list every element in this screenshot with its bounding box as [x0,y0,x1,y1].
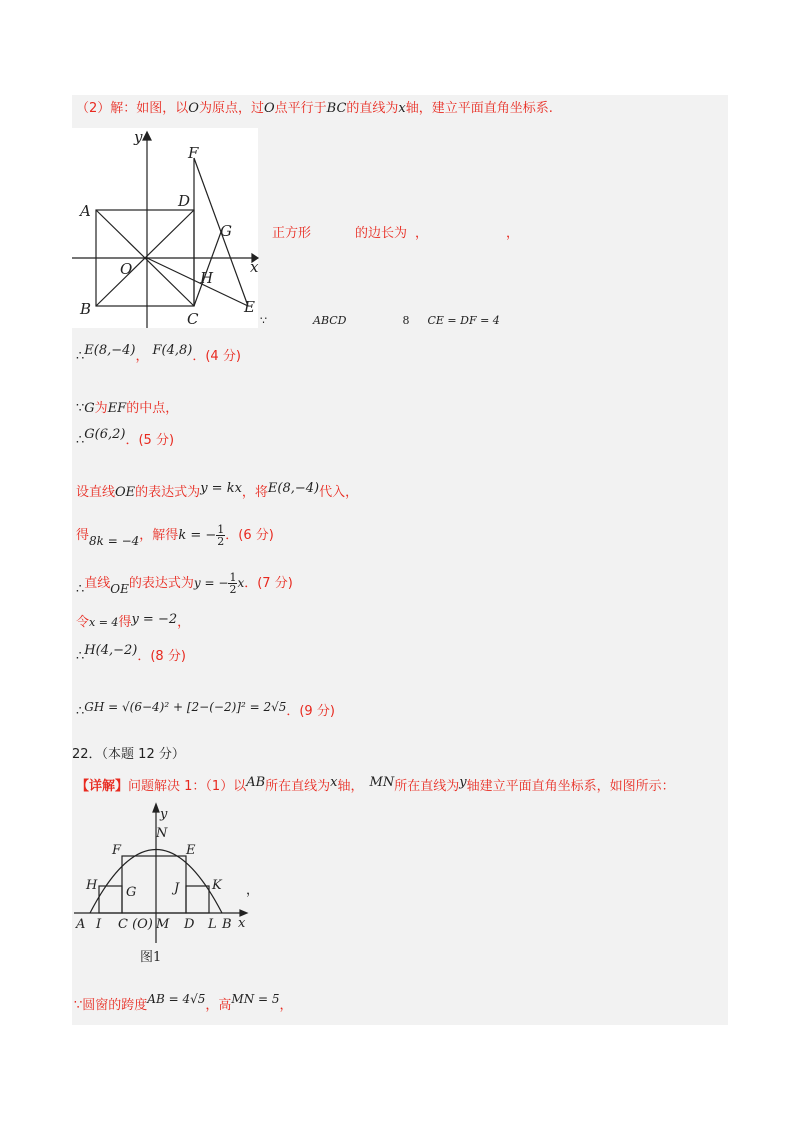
line-OE-set: 设直线OE的表达式为y = kx，将E(8,−4)代入， [76,481,359,500]
fig1-label-G: G [220,222,232,240]
fig2-label-F: F [112,843,122,858]
fraction-half-k: $\frac{1}{2}$ [217,523,225,548]
fig2-label-x: x [238,916,246,931]
fig1-label-A: A [80,202,91,220]
fig1-label-O: O [120,260,133,278]
fig1-label-E: E [244,298,255,316]
line-G-midpoint: ∵G为EF的中点， [76,401,179,416]
line-G: ∴G(6,2)．(5 分) [76,427,175,448]
figure-window-parabola [72,800,260,970]
fig2-label-E: E [186,843,196,858]
line-solve-k: 得8k = −4，解得k = − $\frac{1}{2}$ ．(6 分) [76,523,274,548]
line-GH: ∴GH = √(6−4)² + [2−(−2)]² = 2√5．(9 分) [76,700,335,719]
fig2-label-D: D [184,917,195,932]
fig2-caption: 图1 [140,950,162,965]
fig2-label-I: I [96,917,102,932]
fig2-label-N: N [156,826,168,841]
part2-intro: （2）解：如图，以O为原点，过O点平行于BC的直线为x轴，建立平面直角坐标系. [76,101,553,116]
line-OE-expr: ∴直线OE的表达式为y = − $\frac{1}{2}$ x．(7 分) [76,571,293,597]
line-x4: 令x = 4得y = −2， [76,612,191,630]
fraction-half-oe: $\frac{1}{2}$ [229,571,237,596]
fig1-label-F: F [188,144,199,162]
detail-line: 【详解】问题解决 1：（1）以AB所在直线为x轴， MN所在直线为y轴建立平面直角坐标系，如图所示： [76,775,675,794]
fig2-label-A: A [76,917,86,932]
fig1-label-H: H [200,269,214,287]
fig1-label-C: C [187,310,199,328]
fig2-label-J: J [174,881,180,896]
square-side-text: 正方形 的边长为 ， ， [272,226,520,241]
fig1-label-D: D [178,192,191,210]
fig2-label-L: L [208,917,217,932]
fig1-label-x: x [250,258,259,276]
fig2-label-M: M [156,917,170,932]
fig2-label-B: B [222,917,232,932]
question-22-header: 22．（本题 12 分） [72,747,185,762]
line-EF: ∴E(8,−4)， F(4,8)．(4 分) [76,343,241,364]
figure-square-coordinate [72,128,258,328]
fig1-label-B: B [80,300,92,318]
fig2-label-H: H [86,878,98,893]
line-H: ∴H(4,−2)．(8 分) [76,643,186,664]
window-span-line: ∵圆窗的跨度AB = 4√5，高MN = 5， [74,992,293,1013]
fig2-label-C-O: C (O) [118,917,153,932]
fig1-label-y: y [134,128,143,146]
fig2-label-G: G [126,885,137,900]
fig2-trailing-comma: ， [246,883,260,898]
fig2-label-y: y [160,807,168,822]
fig2-label-K: K [212,878,222,893]
square-side-math: ∵ ABCD 8 CE = DF = 4 [260,314,500,327]
